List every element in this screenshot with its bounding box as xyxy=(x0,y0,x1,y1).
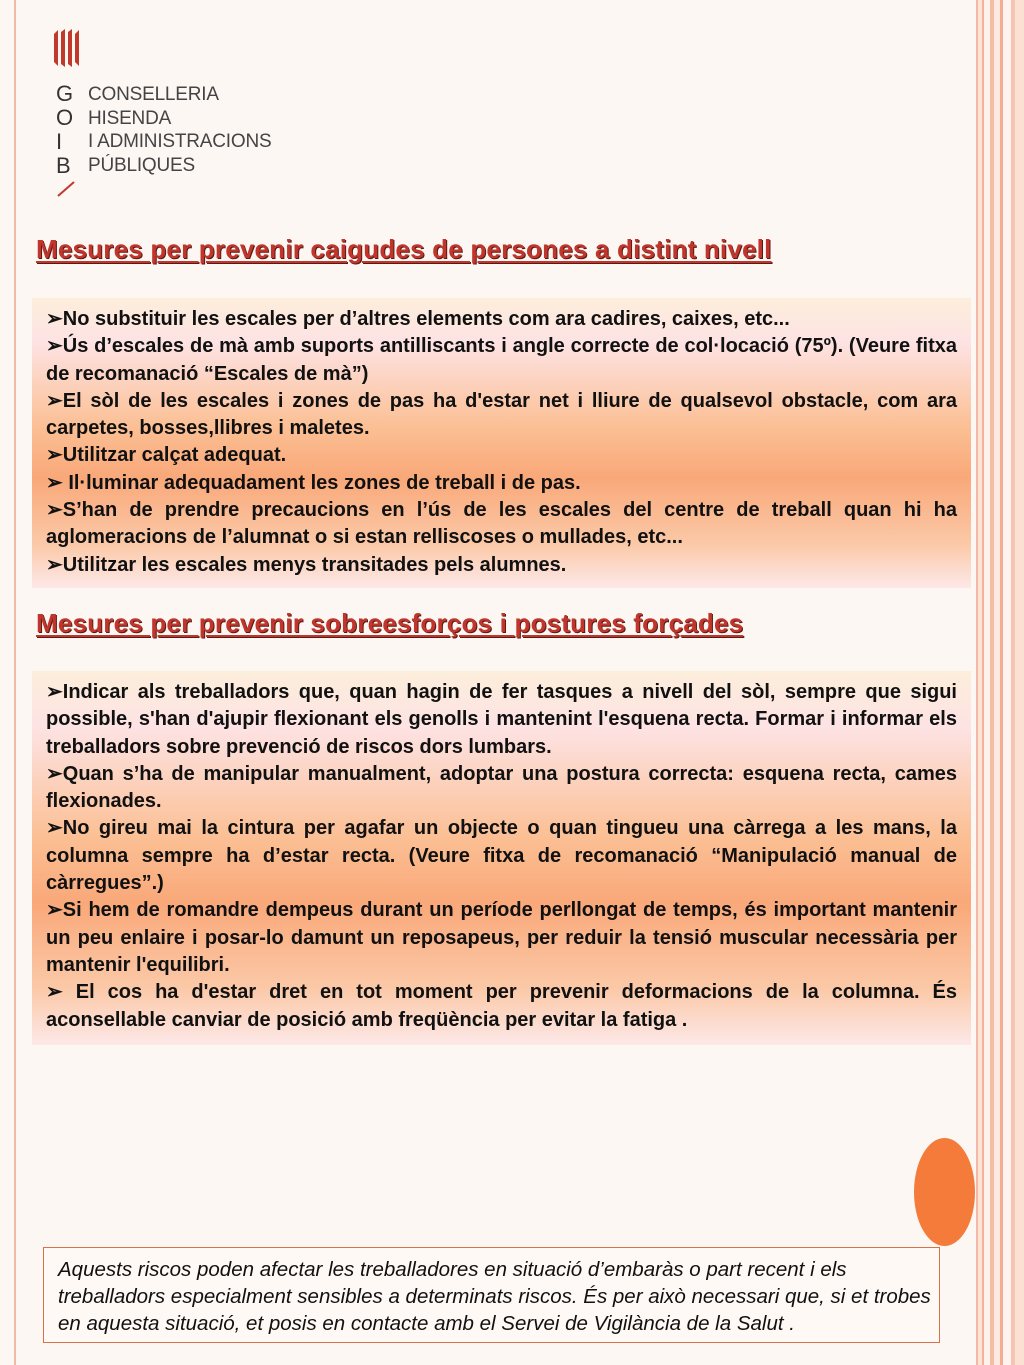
goib-logo xyxy=(50,26,290,201)
decorative-orange-dot xyxy=(914,1138,975,1246)
logo-slash-icon xyxy=(56,178,76,198)
decorative-stripes xyxy=(978,0,1024,1365)
section2-item: ➢No gireu mai la cintura per agafar un objecte o quan tingueu una càrrega a les mans, la columna sempre ha d’estar recta. (Veure fitxa de recomanació “Manipulació manual de càrregues”.) xyxy=(46,817,957,895)
section1-item: ➢No substituir les escales per d’altres elements com ara cadires, caixes, etc... xyxy=(46,308,790,330)
section2-item: ➢ El cos ha d'estar dret en tot moment per prevenir deformacions de la columna. És aconsellable canviar de posició amb freqüència per evitar la fatiga . xyxy=(46,981,957,1031)
section1-item: ➢S’han de prendre precaucions en l’ús de les escales del centre de treball quan hi ha aglomeracions de l’alumnat o si estan relliscoses o mullades, etc... xyxy=(46,499,957,549)
section1-item: ➢Utilitzar calçat adequat. xyxy=(46,444,287,467)
department-line-4: PÚBLIQUES xyxy=(88,154,195,176)
section2-item: ➢Indicar als treballadors que, quan hagin de fer tasques a nivell del sòl, sempre que sigui possible, s'han d'ajupir flexionant els genolls i mantenint l'esquena recta. Formar i informar els treballadors sobre prevenció de riscos dors lumbars. xyxy=(46,681,957,758)
goib-letter-i: I xyxy=(56,129,63,154)
department-name xyxy=(88,83,271,177)
section1-item: ➢Ús d’escales de mà amb suports antilliscants i angle correcte de col·locació (75º). (Veure fitxa de recomanació “Escales de mà”) xyxy=(46,335,957,385)
section1-item: ➢El sòl de les escales i zones de pas ha d'estar net i lliure de qualsevol obstacle, com ara carpetes, bosses,llibres i maletes. xyxy=(46,389,957,440)
goib-bars-icon xyxy=(53,28,79,68)
goib-letters xyxy=(56,82,80,178)
section1-item: ➢Utilitzar les escales menys transitades pels alumnes. xyxy=(46,553,567,576)
section1-title: Mesures per prevenir caigudes de persones a distint nivell xyxy=(36,234,772,264)
goib-letter-g: G xyxy=(56,81,74,106)
goib-letter-b: B xyxy=(56,153,71,178)
goib-letter-o: O xyxy=(56,105,74,130)
department-line-3: I ADMINISTRACIONS xyxy=(88,131,272,152)
section2-title: Mesures per prevenir sobreesforços i postures forçades xyxy=(36,608,744,638)
section2-item: ➢Si hem de romandre dempeus durant un període perllongat de temps, és important mantenir un peu enlaire i posar-lo damunt un reposapeus, per reduir la tensió muscular necessària per mantenir l'equilibri. xyxy=(46,899,957,976)
section1-item: ➢ Il·luminar adequadament les zones de treball i de pas. xyxy=(46,471,581,494)
health-notice-text: Aquests riscos poden afectar les treballadores en situació d’embaràs o part recent i els treballadors especialment sensibles a determinats riscos. És per això necessari que, si et trobes en aquesta situació, et posis en contacte amb el Servei de Vigilància de la Salut . xyxy=(58,1258,931,1335)
section1-box xyxy=(32,298,971,588)
health-notice-box xyxy=(43,1247,940,1343)
department-line-2: HISENDA xyxy=(88,107,172,129)
department-line-1: CONSELLERIA xyxy=(88,84,219,105)
section2-box xyxy=(32,671,971,1045)
section2-item: ➢Quan s’ha de manipular manualment, adoptar una postura correcta: esquena recta, cames flexionades. xyxy=(46,762,957,813)
